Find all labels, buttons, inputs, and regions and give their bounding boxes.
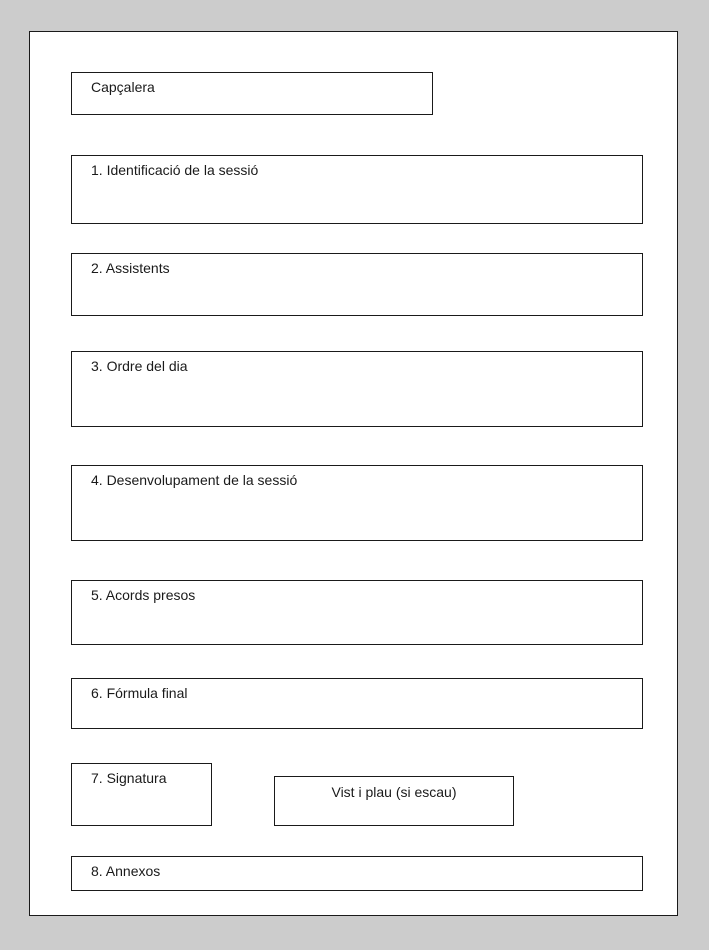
section-closing-formula-label: 6. Fórmula final	[91, 685, 188, 701]
approval-box	[274, 776, 514, 826]
section-development-box	[71, 465, 643, 541]
section-annexes-label: 8. Annexos	[91, 863, 161, 879]
section-closing-formula-box	[71, 678, 643, 729]
header-box	[71, 72, 433, 115]
section-agreements-label: 5. Acords presos	[91, 587, 196, 603]
section-attendees-box	[71, 253, 643, 316]
section-identification-box	[71, 155, 643, 224]
section-signature-box	[71, 763, 212, 826]
header-label: Capçalera	[91, 79, 155, 95]
section-annexes-box	[71, 856, 643, 891]
approval-label: Vist i plau (si escau)	[331, 784, 457, 800]
section-agreements-box	[71, 580, 643, 645]
section-attendees-label: 2. Assistents	[91, 260, 170, 276]
section-development-label: 4. Desenvolupament de la sessió	[91, 472, 298, 488]
section-agenda-label: 3. Ordre del dia	[91, 358, 188, 374]
document-page	[29, 31, 678, 916]
section-identification-label: 1. Identificació de la sessió	[91, 162, 259, 178]
section-signature-label: 7. Signatura	[91, 770, 167, 786]
section-agenda-box	[71, 351, 643, 427]
